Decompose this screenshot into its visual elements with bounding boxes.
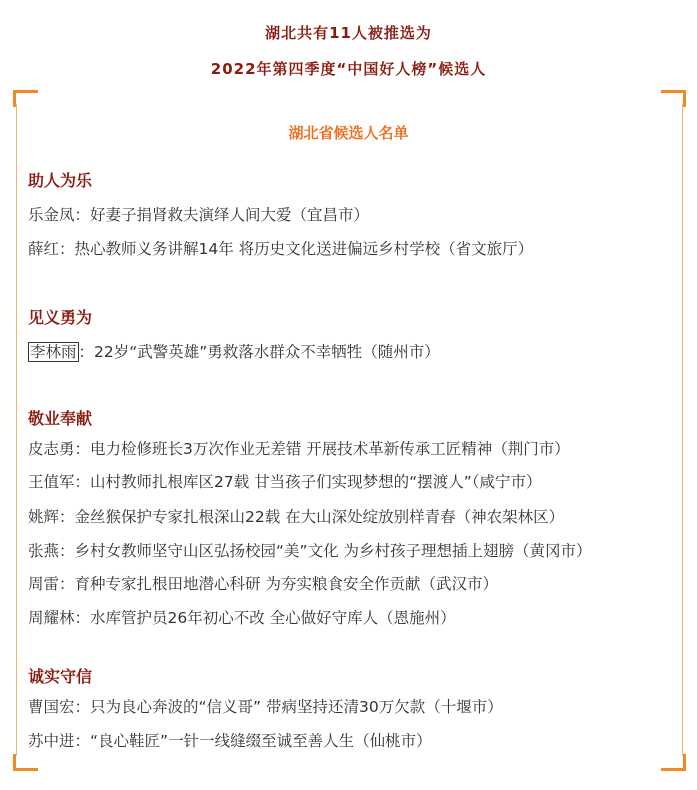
- list-item: [28, 695, 503, 717]
- candidate-name: 曹国宏: [28, 698, 75, 716]
- frame-line-right: [682, 104, 683, 756]
- frame-line-left: [16, 104, 17, 756]
- candidate-description: ：电力检修班长3万次作业无差错 开展技术革新传承工匠精神（荆门市）: [74, 440, 570, 458]
- list-item: [28, 729, 432, 751]
- candidate-name: 苏中进: [28, 732, 75, 750]
- category-dedication: 敬业奉献: [28, 409, 93, 428]
- candidate-name: 张燕: [28, 542, 60, 560]
- candidate-description: ：乡村女教师坚守山区弘扬校园“美”文化 为乡村孩子理想插上翅膀（黄冈市）: [59, 542, 592, 560]
- list-item: [28, 606, 456, 628]
- list-subtitle: 湖北省候选人名单: [288, 124, 409, 142]
- candidate-name: 姚辉: [28, 508, 60, 526]
- category-helping-others: 助人为乐: [28, 171, 93, 190]
- candidate-description: ：“良心鞋匠”一针一线缝缀至诚至善人生（仙桃市）: [74, 732, 432, 750]
- candidate-description: ：好妻子捐肾救夫演绎人间大爱（宜昌市）: [74, 206, 370, 224]
- frame-corner-bottom-left: [13, 754, 38, 771]
- list-item: [28, 237, 533, 259]
- candidate-description: ：只为良心奔波的“信义哥” 带病坚持还清30万欠款（十堰市）: [74, 698, 503, 716]
- category-honesty: 诚实守信: [28, 667, 93, 686]
- candidate-description: ：山村教师扎根库区27载 甘当孩子们实现梦想的“摆渡人”（咸宁市）: [74, 473, 542, 491]
- candidate-description: ：热心教师义务讲解14年 将历史文化送进偏远乡村学校（省文旅厅）: [59, 240, 534, 258]
- list-item: [28, 572, 498, 594]
- candidate-name: 薛红: [28, 240, 60, 258]
- candidate-name: 王值军: [28, 473, 75, 491]
- frame-corner-bottom-right: [661, 754, 686, 771]
- page-title-line2: 2022年第四季度“中国好人榜”候选人: [210, 60, 487, 78]
- candidate-name: 皮志勇: [28, 440, 75, 458]
- list-item: [28, 470, 541, 492]
- list-item: [28, 203, 369, 225]
- category-bravery: 见义勇为: [28, 308, 93, 327]
- list-item: [28, 340, 440, 362]
- candidate-description: ：22岁“武警英雄”勇救落水群众不幸牺牲（随州市）: [78, 343, 440, 361]
- page-title-line1: 湖北共有11人被推选为: [265, 24, 432, 42]
- candidate-name-highlighted: 李林雨: [30, 343, 77, 361]
- candidate-name: 乐金凤: [28, 206, 75, 224]
- list-item: [28, 505, 564, 527]
- list-item: [28, 437, 570, 459]
- candidate-description: ：金丝猴保护专家扎根深山22载 在大山深处绽放别样青春（神农架林区）: [59, 508, 565, 526]
- candidate-name: 周雷: [28, 575, 60, 593]
- list-item: [28, 539, 592, 561]
- candidate-description: ：育种专家扎根田地潜心科研 为夯实粮食安全作贡献（武汉市）: [59, 575, 498, 593]
- candidate-description: ：水库管护员26年初心不改 全心做好守库人（恩施州）: [74, 609, 456, 627]
- candidate-name: 周耀林: [28, 609, 75, 627]
